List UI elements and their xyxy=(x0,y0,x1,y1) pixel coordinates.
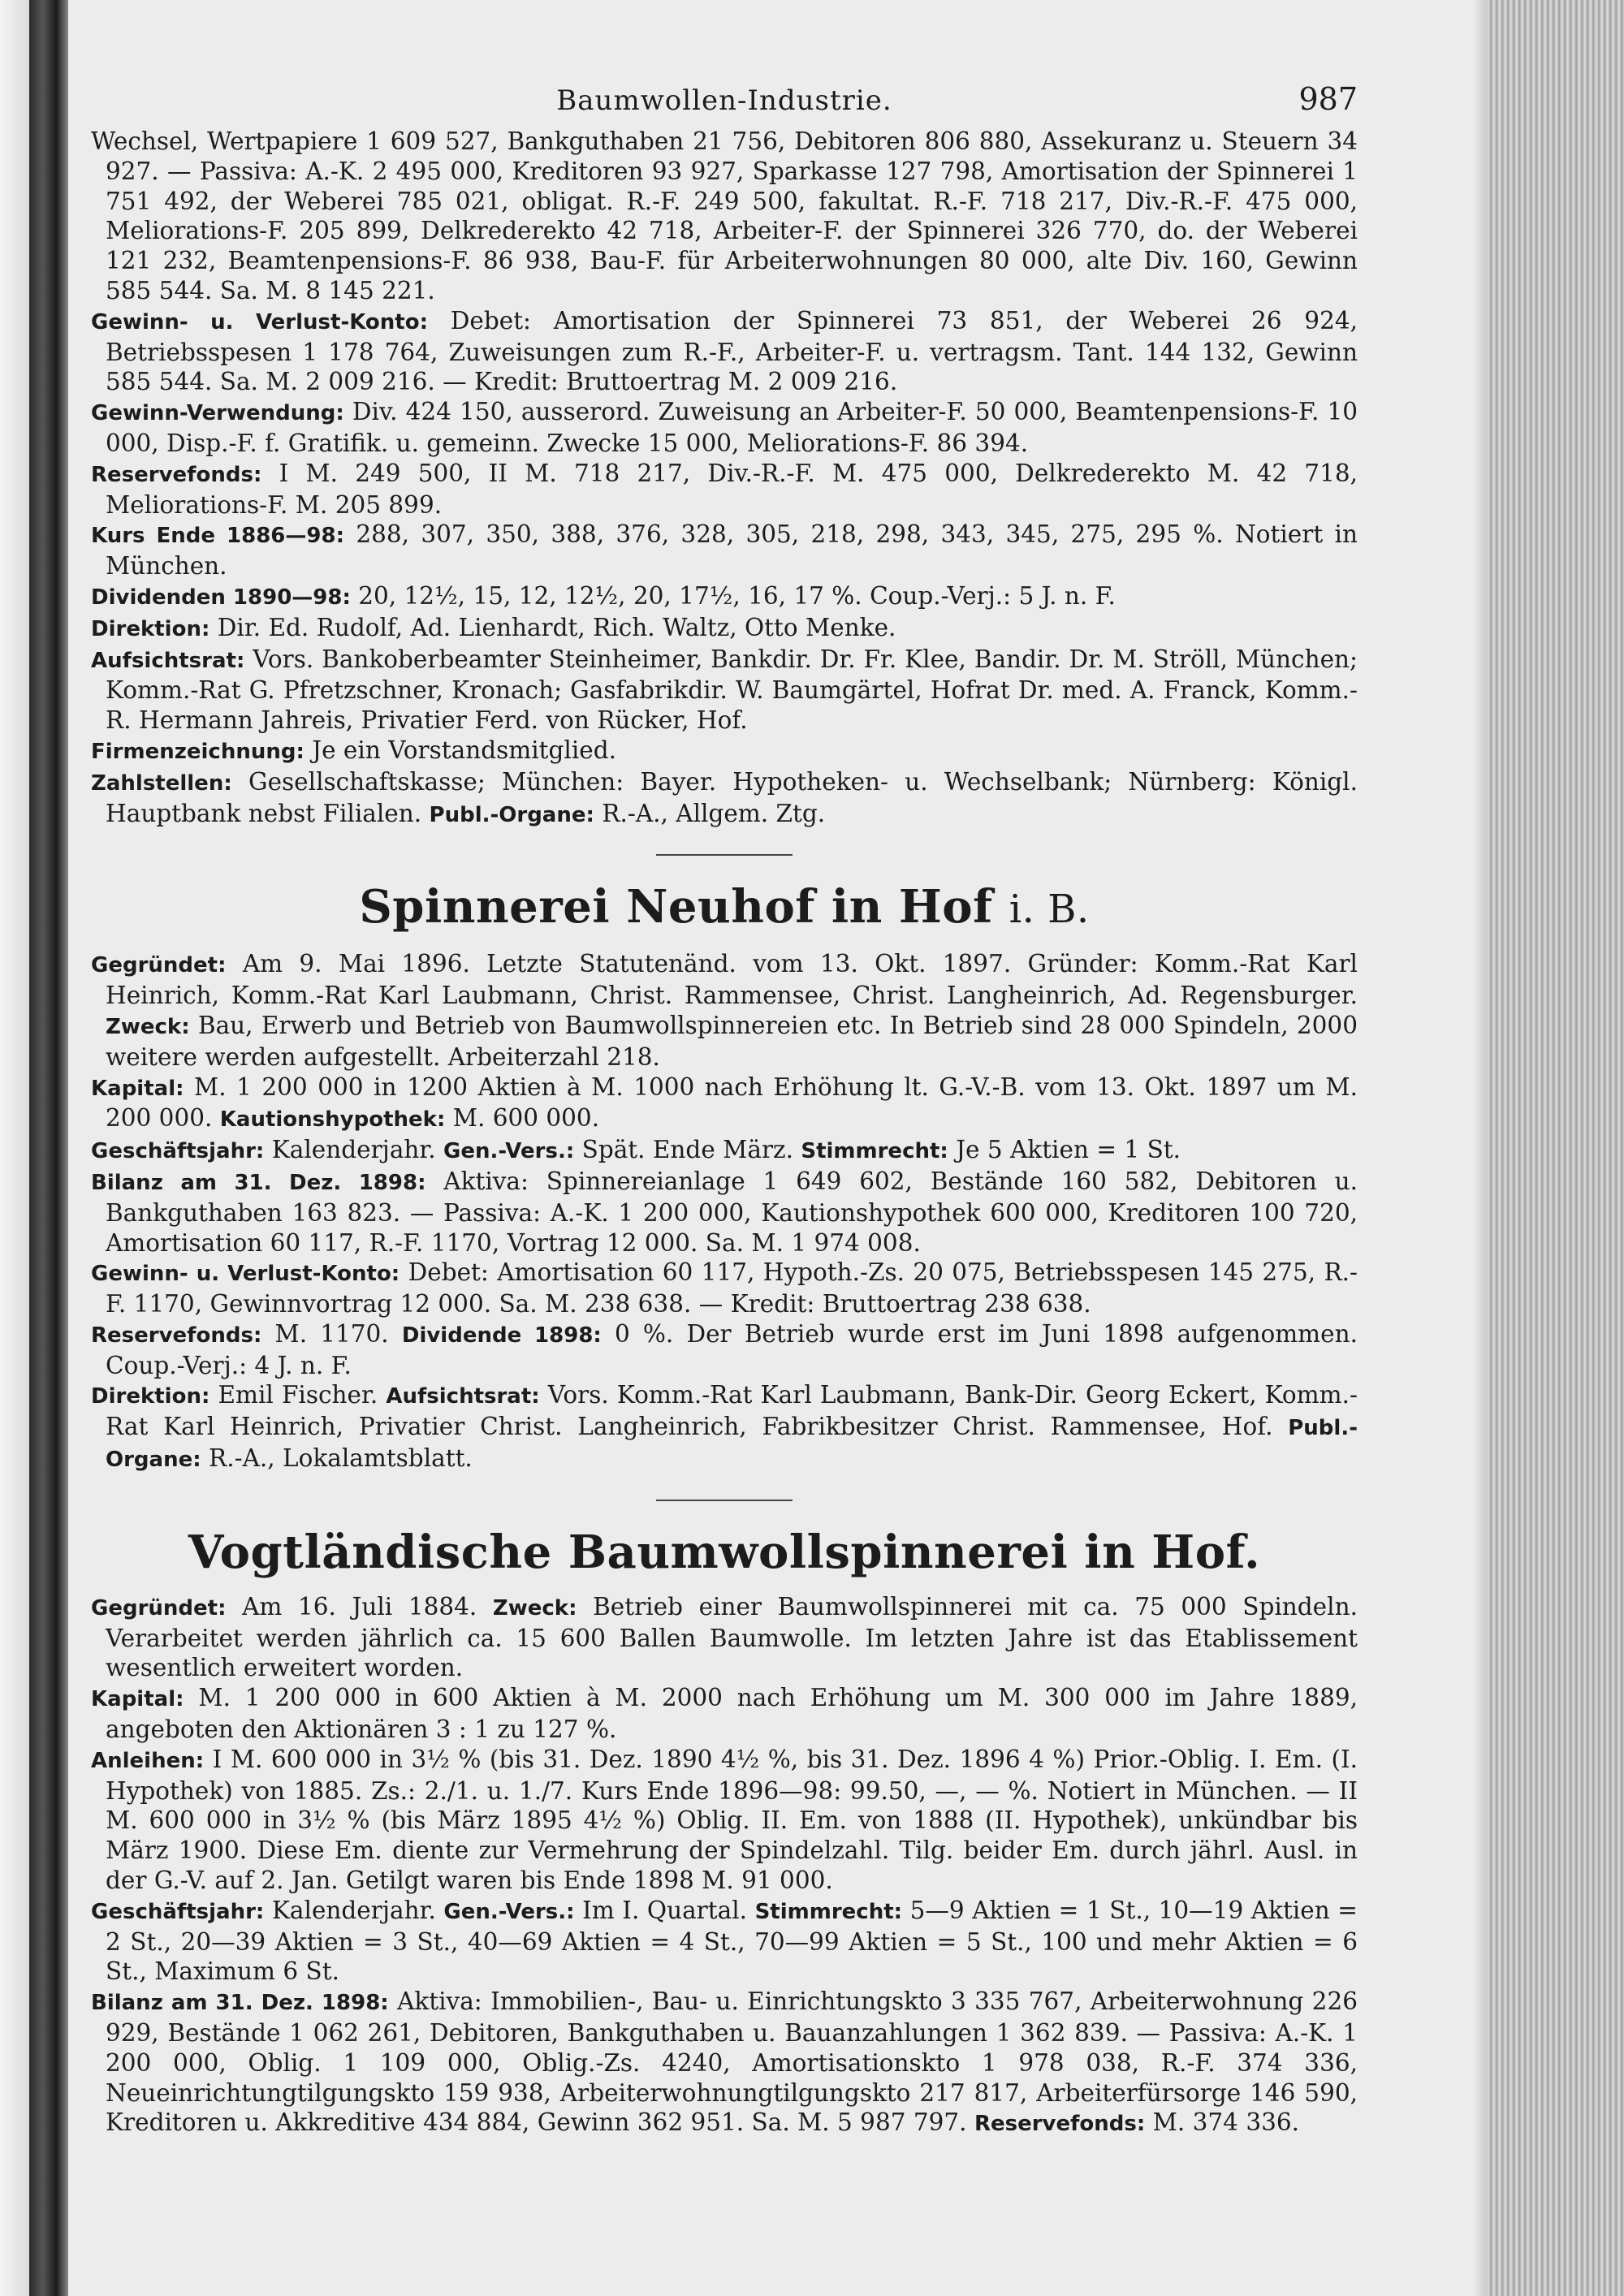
field-label: Zahlstellen: xyxy=(91,770,232,796)
field-label: Dividenden 1890—98: xyxy=(91,585,351,610)
field-text: Debet: Amortisation 60 117, Hypoth.-Zs. 20 075, Betriebsspesen 145 275, R.-F. 1170, Gewinnvortrag 12 000. Sa. M. 238 638. — Kredit: Bruttoertrag 238 638. xyxy=(106,1258,1358,1318)
field-label: Publ.-Organe: xyxy=(429,802,594,827)
running-header xyxy=(91,78,1358,127)
field-label: Anleihen: xyxy=(91,1748,205,1773)
field-text: Vors. Komm.-Rat Karl Laubmann, Bank-Dir. Georg Eckert, Komm.-Rat Karl Heinrich, Privatier Christ. Langheinrich, Fabrikbesitzer Christ. Rammensee, Hof. xyxy=(106,1381,1358,1441)
page-edge-shadow xyxy=(1473,0,1488,2296)
field-label: Aufsichtsrat: xyxy=(91,648,245,673)
field-text: Emil Fischer. xyxy=(218,1381,378,1409)
field-label: Reservefonds: xyxy=(91,462,262,487)
balance-sheet xyxy=(91,1987,1358,2139)
field-text: Aktiva: Spinnereianlage 1 649 602, Bestände 160 582, Debitoren u. Bankguthaben 163 823. — Passiva: A.-K. 1 200 000, Kautionshypothek 600 000, Kreditoren 100 720, Amortisation 60 117, R.-F. 1170, Vortrag 12 000. Sa. M. 1 974 008. xyxy=(106,1167,1358,1257)
share-prices xyxy=(91,520,1358,581)
field-text: Im I. Quartal. xyxy=(582,1896,748,1924)
field-text: Betrieb einer Baumwollspinnerei mit ca. 75 000 Spindeln. Verarbeitet werden jährlich ca. 15 600 Ballen Baumwolle. Im letzten Jahre ist das Etablissement wesentlich erweitert worden. xyxy=(106,1592,1358,1682)
field-text: Kalenderjahr. xyxy=(271,1896,436,1924)
company-heading xyxy=(91,878,1358,938)
field-text: Am 9. Mai 1896. Letzte Statutenänd. vom 13. Okt. 1897. Gründer: Komm.-Rat Karl Heinrich, Komm.-Rat Karl Laubmann, Christ. Rammensee, Christ. Langheinrich, Ad. Regensburger. xyxy=(106,950,1358,1010)
field-label: Stimmrecht: xyxy=(754,1899,903,1924)
field-label: Publ.-Organe: xyxy=(106,1416,1358,1473)
field-text: M. 374 336. xyxy=(1152,2108,1299,2137)
founded xyxy=(91,949,1358,1072)
field-label: Kapital: xyxy=(91,1687,184,1712)
company-heading xyxy=(91,1524,1358,1581)
field-text: M. 1 200 000 in 600 Aktien à M. 2000 nach Erhöhung um M. 300 000 im Jahre 1889, angeboten den Aktionären 3 : 1 zu 127 %. xyxy=(106,1684,1358,1744)
field-label: Kurs Ende 1886—98: xyxy=(91,524,344,549)
previous-entry xyxy=(91,127,1358,830)
page-gutter xyxy=(0,0,29,2296)
field-text: 0 %. Der Betrieb wurde erst im Juni 1898 aufgenommen. Coup.-Verj.: 4 J. n. F. xyxy=(106,1319,1358,1379)
field-label: Zweck: xyxy=(106,1014,190,1039)
field-label: Gegründet: xyxy=(91,953,227,978)
field-label: Gewinn- u. Verlust-Konto: xyxy=(91,1262,400,1287)
field-text: 5—9 Aktien = 1 St., 10—19 Aktien = 2 St., 20—39 Aktien = 3 St., 40—69 Aktien = 4 St., 70—99 Aktien = 5 St., 100 und mehr Aktien = 6 St., Maximum 6 St. xyxy=(106,1896,1358,1986)
field-text: Je ein Vorstandsmitglied. xyxy=(312,736,616,764)
field-text: Vors. Bankoberbeamter Steinheimer, Bankdir. Dr. Fr. Klee, Bandir. Dr. M. Ströll, München; Komm.-Rat G. Pfretzschner, Kronach; Gasfabrikdir. W. Baumgärtel, Hofrat Dr. med. A. Franck, Komm.-R. Hermann Jahreis, Privatier Ferd. von Rücker, Hof. xyxy=(106,645,1358,735)
field-label: Reservefonds: xyxy=(974,2112,1146,2137)
bonds xyxy=(91,1745,1358,1896)
running-title: Baumwollen-Industrie. xyxy=(556,84,892,117)
page-number: 987 xyxy=(1298,81,1358,117)
field-text: Bau, Erwerb und Betrieb von Baumwollspinnereien etc. In Betrieb sind 28 000 Spindeln, 2000 weitere werden aufgestellt. Arbeiterzahl 218. xyxy=(106,1011,1358,1071)
field-text: M. 1170. xyxy=(274,1319,389,1348)
field-text: Debet: Amortisation der Spinnerei 73 851, der Weberei 26 924, Betriebsspesen 1 178 764, Zuweisungen zum R.-F., Arbeiter-F. u. vertragsm. Tant. 144 132, Gewinn 585 544. Sa. M. 2 009 216. — Kredit: Bruttoertrag M. 2 009 216. xyxy=(106,306,1358,396)
signing-authority xyxy=(91,736,1358,767)
field-label: Gewinn-Verwendung: xyxy=(91,401,344,426)
reserve-funds xyxy=(91,459,1358,520)
balance-continuation xyxy=(91,127,1358,306)
field-label: Firmenzeichnung: xyxy=(91,739,304,764)
field-label: Geschäftsjahr: xyxy=(91,1899,265,1924)
field-label: Direktion: xyxy=(91,616,210,641)
management xyxy=(91,613,1358,645)
paying-agents xyxy=(91,767,1358,831)
field-text: 20, 12½, 15, 12, 12½, 20, 17½, 16, 17 %. Coup.-Verj.: 5 J. n. F. xyxy=(358,581,1116,610)
field-text: Aktiva: Immobilien-, Bau- u. Einrichtungskto 3 335 767, Arbeiterwohnung 226 929, Bestände 1 062 261, Debitoren, Bankguthaben u. Bauanzahlungen 1 362 839. — Passiva: A.-K. 1 200 000, Oblig. 1 109 000, Oblig.-Zs. 4240, Amortisationskto 1 978 038, R.-F. 374 336, Neueinrichtungtilgungskto 159 938, Arbeiterwohnungtilgungskto 217 817, Arbeiterfürsorge 146 590, Kreditoren u. Akkreditive 434 884, Gewinn 362 951. Sa. M. 5 987 797. xyxy=(106,1987,1358,2137)
profit-loss-account xyxy=(91,1258,1358,1319)
field-text: Am 16. Juli 1884. xyxy=(242,1592,477,1621)
field-text: Kalenderjahr. xyxy=(271,1136,436,1164)
field-label: Aufsichtsrat: xyxy=(386,1384,540,1409)
field-text: Dir. Ed. Rudolf, Ad. Lienhardt, Rich. Waltz, Otto Menke. xyxy=(217,613,896,641)
field-text: I M. 600 000 in 3½ % (bis 31. Dez. 1890 4½ %, bis 31. Dez. 1896 4 %) Prior.-Oblig. I. Em. (I. Hypothek) von 1885. Zs.: 2./1. u. 1./7. Kurs Ende 1896—98: 99.50, —, — %. Notiert in München. — II M. 600 000 in 3½ % (bis März 1895 4½ %) Oblig. II. Em. von 1888 (II. Hypothek), unkündbar bis März 1900. Diese Em. diente zur Vermehrung der Spindelzahl. Tilg. beider Em. durch jährl. Ausl. in der G.-V. auf 2. Jan. Getilgt waren bis Ende 1898 M. 91 000. xyxy=(106,1745,1358,1895)
field-label: Dividende 1898: xyxy=(401,1323,602,1348)
dividends xyxy=(91,581,1358,613)
field-text: Spät. Ende März. xyxy=(581,1136,793,1164)
balance-text: Wechsel, Wertpapiere 1 609 527, Bankguthaben 21 756, Debitoren 806 880, Assekuranz u. Steuern 34 927. — Passiva: A.-K. 2 495 000, Kreditoren 93 927, Sparkasse 127 798, Amortisation der Spinnerei 1 751 492, der Weberei 785 021, obligat. R.-F. 249 500, fakultat. R.-F. 718 217, Div.-R.-F. 475 000, Meliorations-F. 205 899, Delkrederekto 42 718, Arbeiter-F. der Spinnerei 326 770, do. der Weberei 121 232, Beamtenpensions-F. 86 938, Bau-F. für Arbeiterwohnungen 80 000, alte Div. 160, Gewinn 585 544. Sa. M. 8 145 221. xyxy=(91,127,1358,304)
profit-distribution xyxy=(91,397,1358,459)
field-text: M. 1 200 000 in 1200 Aktien à M. 1000 nach Erhöhung lt. G.-V.-B. vom 13. Okt. 1897 um M. 200 000. xyxy=(106,1072,1358,1133)
field-text: M. 600 000. xyxy=(452,1104,600,1133)
field-text: R.-A., Lokalamtsblatt. xyxy=(209,1444,473,1473)
field-label: Gen.-Vers.: xyxy=(443,1139,575,1164)
field-label: Gegründet: xyxy=(91,1595,227,1621)
field-text: 288, 307, 350, 388, 376, 328, 305, 218, 298, 343, 345, 275, 295 %. Notiert in München. xyxy=(106,520,1358,580)
company-entry-vogtlaendische xyxy=(91,1592,1358,2139)
field-label: Bilanz am 31. Dez. 1898: xyxy=(91,1991,389,2016)
supervisory-board xyxy=(91,645,1358,736)
company-name: Vogtländische Baumwollspinnerei in Hof. xyxy=(188,1525,1261,1579)
field-label: Zweck: xyxy=(492,1595,577,1621)
founded xyxy=(91,1592,1358,1683)
field-text: Je 5 Aktien = 1 St. xyxy=(956,1136,1181,1164)
capital xyxy=(91,1072,1358,1136)
field-label: Stimmrecht: xyxy=(801,1139,948,1164)
fiscal-year xyxy=(91,1135,1358,1167)
field-label: Gewinn- u. Verlust-Konto: xyxy=(91,309,428,334)
field-label: Kapital: xyxy=(91,1076,184,1101)
field-label: Kautionshypothek: xyxy=(219,1107,446,1133)
field-label: Geschäftsjahr: xyxy=(91,1139,265,1164)
company-name: Spinnerei Neuhof in Hof xyxy=(359,880,993,934)
book-spine xyxy=(29,0,68,2296)
profit-loss-account xyxy=(91,306,1358,397)
company-name-suffix: i. B. xyxy=(1009,887,1090,933)
balance-sheet xyxy=(91,1167,1358,1258)
book-page-edges xyxy=(1488,0,1624,2296)
document-page xyxy=(91,78,1358,2139)
field-label: Bilanz am 31. Dez. 1898: xyxy=(91,1170,426,1195)
company-entry-neuhof xyxy=(91,949,1358,1475)
management xyxy=(91,1380,1358,1474)
field-label: Reservefonds: xyxy=(91,1323,262,1348)
reserve-funds xyxy=(91,1319,1358,1381)
field-text: R.-A., Allgem. Ztg. xyxy=(602,799,826,827)
field-text: I M. 249 500, II M. 718 217, Div.-R.-F. M. 475 000, Delkrederekto M. 42 718, Meliorations-F. M. 205 899. xyxy=(106,459,1358,519)
field-label: Gen.-Vers.: xyxy=(443,1899,575,1924)
fiscal-year xyxy=(91,1896,1358,1987)
section-divider xyxy=(656,854,793,856)
capital xyxy=(91,1683,1358,1745)
field-text: Div. 424 150, ausserord. Zuweisung an Arbeiter-F. 50 000, Beamtenpensions-F. 10 000, Disp.-F. f. Gratifik. u. gemeinn. Zwecke 15 000, Meliorations-F. 86 394. xyxy=(106,398,1358,457)
section-divider xyxy=(656,1500,793,1501)
field-text: Gesellschaftskasse; München: Bayer. Hypotheken- u. Wechselbank; Nürnberg: Königl. Hauptbank nebst Filialen. xyxy=(106,767,1358,827)
field-label: Direktion: xyxy=(91,1384,210,1409)
